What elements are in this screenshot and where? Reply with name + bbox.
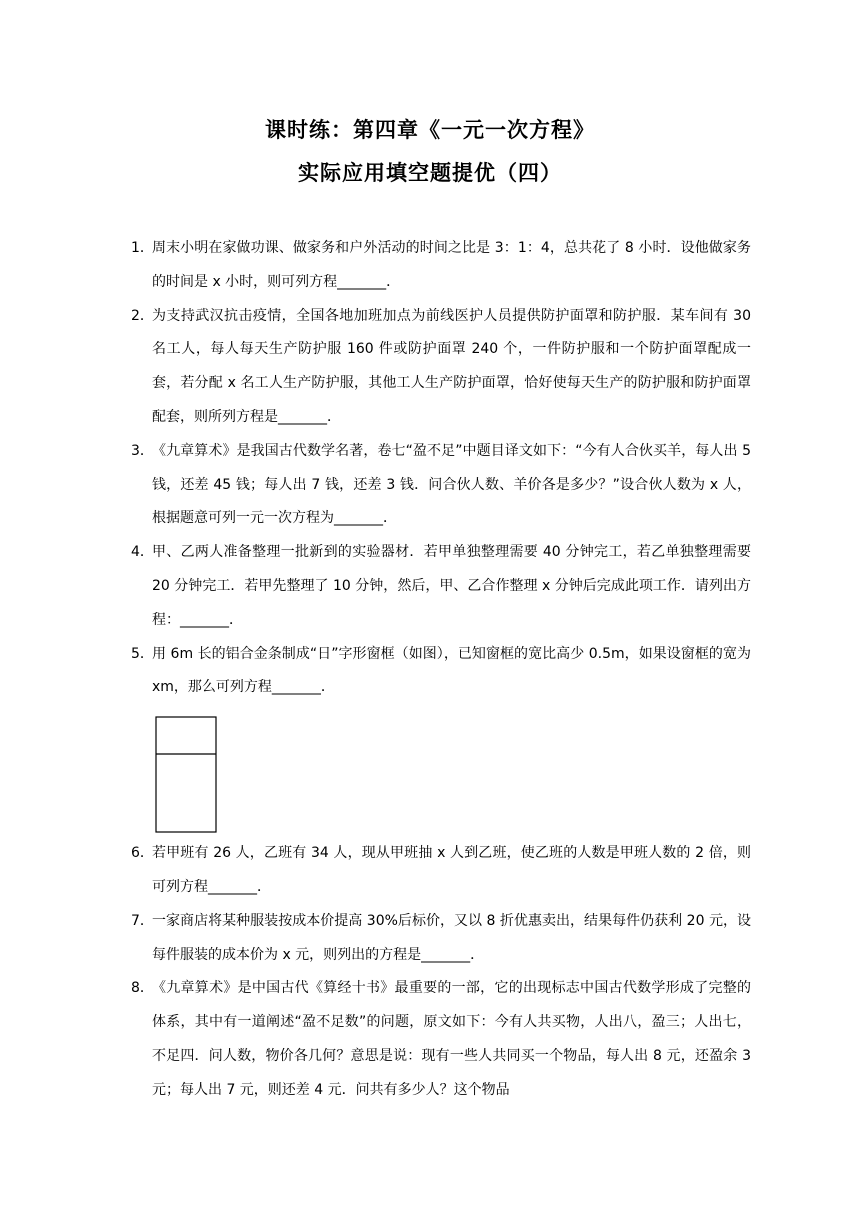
question-text: 为支持武汉抗击疫情，全国各地加班加点为前线医护人员提供防护面罩和防护服．某车间有 30 名工人，每人每天生产防护服 160 件或防护面罩 240 个，一件防护服和一个防护面罩配成一套，若分配 x 名工人生产防护服，其他工人生产防护面罩，恰好使每天生产的防护服和防护面罩配套，则所列方程是_______． (152, 307, 751, 425)
question-number: 6． (131, 845, 154, 862)
question-number: 1． (131, 240, 154, 256)
question-1 (131, 232, 751, 300)
question-list (131, 232, 751, 1108)
question-8 (131, 972, 751, 1107)
question-6 (131, 837, 751, 905)
question-7 (131, 905, 751, 973)
question-number: 3． (131, 442, 154, 459)
question-4 (131, 536, 751, 637)
question-number: 7． (131, 912, 154, 929)
question-2 (131, 300, 751, 435)
question-3 (131, 435, 751, 536)
question-text: 《九章算术》是中国古代《算经十书》最重要的一部，它的出现标志中国古代数学形成了完整的体系，其中有一道阐述“盈不足数”的问题，原文如下：今有人共买物，人出八，盈三；人出七，不足四．问人数，物价各几何？意思是说：现有一些人共同买一个物品，每人出 8 元，还盈余 3 元；每人出 7 元，则还差 4 元．问共有多少人？这个物品 (152, 980, 751, 1098)
question-text: 《九章算术》是我国古代数学名著，卷七“盈不足”中题目译文如下：“今有人合伙买羊，每人出 5 钱，还差 45 钱；每人出 7 钱，还差 3 钱．问合伙人数、羊价各是多少？”设合伙人数为 x 人，根据题意可列一元一次方程为_______． (152, 442, 751, 527)
question-5 (131, 638, 751, 838)
question-text: 若甲班有 26 人，乙班有 34 人，现从甲班抽 x 人到乙班，使乙班的人数是甲班人数的 2 倍，则可列方程_______． (152, 845, 751, 895)
window-frame-diagram-icon (155, 716, 219, 834)
question-number: 8． (131, 980, 154, 997)
question-number: 5． (131, 645, 154, 662)
question-text: 用 6m 长的铝合金条制成“日”字形窗框（如图），已知窗框的宽比高少 0.5m，如果设窗框的宽为 xm，那么可列方程_______． (152, 645, 751, 696)
figure-container (152, 705, 751, 837)
page-title: 课时练：第四章《一元一次方程》 (265, 118, 595, 142)
question-text: 甲、乙两人准备整理一批新到的实验器材．若甲单独整理需要 40 分钟完工，若乙单独整理需要 20 分钟完工．若甲先整理了 10 分钟，然后，甲、乙合作整理 x 分钟后完成此项工作．请列出方程：_______． (152, 544, 751, 628)
window-frame-outer (156, 717, 216, 832)
question-text: 一家商店将某种服装按成本价提高 30%后标价，又以 8 折优惠卖出，结果每件仍获利 20 元，设每件服装的成本价为 x 元，则列出的方程是_______． (152, 912, 751, 963)
page-subtitle: 实际应用填空题提优（四） (298, 161, 562, 185)
question-number: 4． (131, 544, 154, 561)
question-number: 2． (131, 307, 154, 324)
question-text: 周末小明在家做功课、做家务和户外活动的时间之比是 3：1：4，总共花了 8 小时．设他做家务的时间是 x 小时，则可列方程_______． (152, 240, 751, 290)
